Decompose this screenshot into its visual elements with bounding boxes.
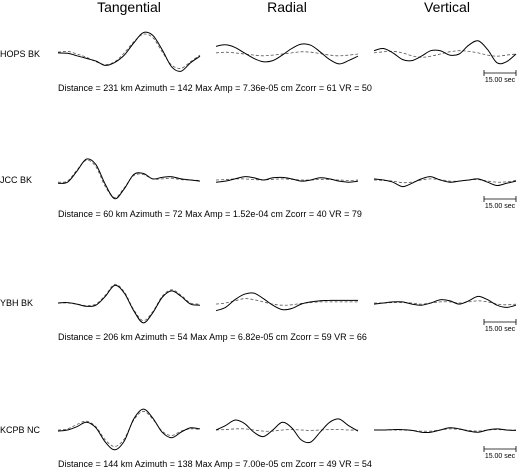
station-label: YBH BK: [0, 298, 34, 308]
data-trace-radial: [216, 44, 358, 64]
data-trace-tangential: [58, 409, 200, 450]
synthetic-trace-tangential: [58, 160, 200, 197]
station-row: [0, 409, 516, 469]
station-row: [0, 159, 516, 219]
station-label: KCPB NC: [0, 425, 41, 435]
scale-bar-label: 15.00 sec: [484, 203, 516, 210]
data-trace-vertical: [374, 41, 516, 64]
data-trace-tangential: [58, 32, 200, 71]
station-info-line: Distance = 231 km Azimuth = 142 Max Amp = 7.36e-05 cm Zcorr = 61 VR = 50: [58, 83, 372, 93]
column-title-tangential: Tangential: [97, 0, 161, 15]
column-title-radial: Radial: [267, 0, 307, 15]
synthetic-trace-vertical: [374, 179, 516, 183]
data-trace-tangential: [58, 285, 200, 322]
station-rows: [0, 32, 516, 469]
scale-bar-label: 15.00 sec: [484, 326, 516, 333]
station-info-line: Distance = 144 km Azimuth = 138 Max Amp = 7.00e-05 cm Zcorr = 49 VR = 54: [58, 459, 372, 469]
column-title-vertical: Vertical: [424, 0, 470, 15]
station-info-line: Distance = 60 km Azimuth = 72 Max Amp = 1.52e-04 cm Zcorr = 40 VR = 79: [58, 209, 362, 219]
scale-bar-label: 15.00 sec: [484, 77, 516, 84]
scale-bar-label: 15.00 sec: [484, 453, 516, 460]
station-row: [0, 284, 516, 342]
data-trace-radial: [216, 419, 358, 443]
synthetic-trace-tangential: [58, 34, 200, 68]
station-row: [0, 32, 516, 93]
station-label: HOPS BK: [0, 49, 41, 59]
data-trace-tangential: [58, 159, 200, 199]
station-info-line: Distance = 206 km Azimuth = 54 Max Amp = 6.82e-05 cm Zcorr = 59 VR = 66: [58, 332, 367, 342]
synthetic-trace-radial: [216, 429, 358, 431]
synthetic-trace-radial: [216, 299, 358, 306]
synthetic-trace-radial: [216, 52, 358, 56]
station-label: JCC BK: [0, 175, 33, 185]
